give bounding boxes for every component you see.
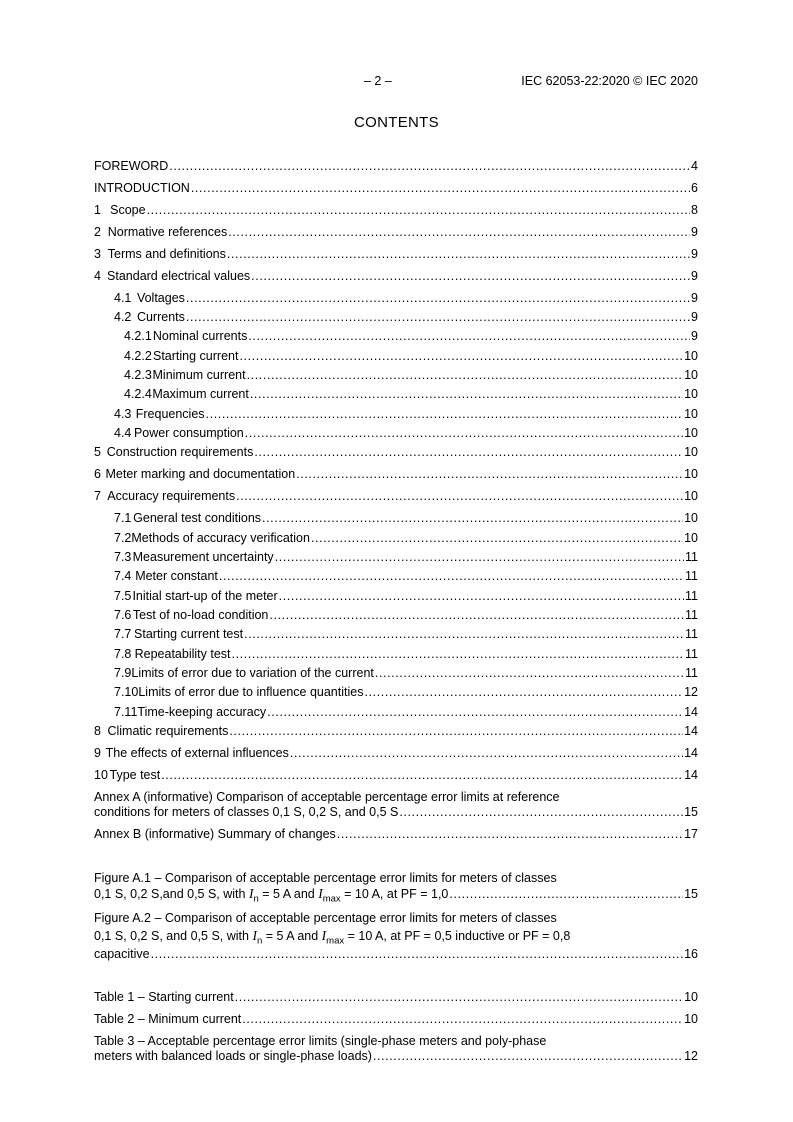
section-title: Time-keeping accuracy	[137, 705, 267, 719]
toc-entry[interactable]	[94, 511, 698, 526]
toc-entry[interactable]	[94, 589, 698, 604]
leader-dots	[244, 627, 684, 642]
leader-dots	[245, 426, 683, 441]
page-ref: 11	[685, 666, 698, 680]
toc-entry[interactable]	[94, 608, 698, 623]
page-ref: 15	[684, 805, 698, 819]
section-number: 7.6	[114, 608, 132, 622]
section-title: Minimum current	[152, 368, 246, 382]
page-ref: 14	[684, 746, 698, 760]
section-number: 4.2.4	[124, 387, 152, 401]
section-title: Currents	[136, 310, 185, 324]
page-ref: 10	[684, 407, 698, 421]
section-title: FOREWORD	[94, 159, 169, 173]
section-title: Repeatability test	[134, 647, 231, 661]
section-number: 4.1	[114, 291, 132, 305]
section-number: 7.7	[114, 627, 132, 641]
section-number: 4.2	[114, 310, 132, 324]
section-title: Power consumption	[133, 426, 244, 440]
section-title: Accuracy requirements	[107, 489, 236, 503]
page-ref: 10	[684, 445, 698, 459]
section-title: Methods of accuracy verification	[131, 531, 310, 545]
page-ref: 9	[691, 225, 698, 239]
toc-entry[interactable]	[94, 569, 698, 584]
leader-dots	[399, 805, 683, 820]
section-number: 4.4	[114, 426, 132, 440]
page-ref: 10	[684, 489, 698, 503]
leader-dots	[186, 291, 690, 306]
toc-entry[interactable]	[94, 329, 698, 344]
page-ref: 9	[691, 269, 698, 283]
leader-dots	[191, 181, 690, 196]
page-ref: 8	[691, 203, 698, 217]
page-ref: 14	[684, 768, 698, 782]
page-ref: 10	[684, 531, 698, 545]
toc-entry[interactable]	[94, 225, 698, 240]
section-title: Scope	[110, 203, 146, 217]
toc-entry[interactable]	[94, 407, 698, 422]
toc-entry[interactable]	[94, 310, 698, 325]
page-ref: 11	[685, 550, 698, 564]
toc-entry-table-3[interactable]	[94, 1034, 698, 1064]
section-number: 7.1	[114, 511, 132, 525]
figure-a2-line2: 0,1 S, 0,2 S, and 0,5 S, with $I_n = 5$ A and $I_{max} = 10$ A, at PF = 0,5 inductive or PF = 0,8	[94, 928, 571, 947]
figure-a1-line2: 0,1 S, 0,2 S,and 0,5 S, with $I_n = 5$ A and $I_{max} = 10$ A, at PF = 1,0	[94, 886, 449, 905]
section-number: 3	[94, 247, 101, 261]
annex-a-line2: conditions for meters of classes 0,1 S, 0,2 S, and 0,5 S	[94, 805, 399, 819]
leader-dots	[161, 768, 683, 783]
page-ref: 16	[684, 947, 698, 961]
toc-entry-table-2[interactable]	[94, 1012, 698, 1027]
toc-entry[interactable]	[94, 368, 698, 383]
page-ref: 9	[691, 329, 698, 343]
section-title: General test conditions	[133, 511, 262, 525]
toc-entry-annex-a[interactable]	[94, 790, 698, 820]
toc-entry[interactable]	[94, 349, 698, 364]
figure-a2-line1: Figure A.2 – Comparison of acceptable percentage error limits for meters of classes	[94, 911, 557, 925]
leader-dots	[267, 705, 683, 720]
section-title: Nominal currents	[152, 329, 248, 343]
leader-dots	[219, 569, 684, 584]
leader-dots	[236, 489, 683, 504]
page-number: – 2 –	[364, 74, 392, 88]
page-ref: 10	[684, 368, 698, 382]
page-ref: 14	[684, 724, 698, 738]
section-number: 10	[94, 768, 108, 782]
section-title: Terms and definitions	[107, 247, 226, 261]
leader-dots	[250, 387, 683, 402]
page-ref: 11	[685, 647, 698, 661]
page-ref: 11	[685, 608, 698, 622]
page-ref: 10	[684, 426, 698, 440]
section-number: 7.5	[114, 589, 132, 603]
leader-dots	[239, 349, 683, 364]
page-ref: 12	[684, 1049, 698, 1063]
toc-entry[interactable]	[94, 746, 698, 761]
toc-entry-annex-b[interactable]	[94, 827, 698, 842]
toc-entry[interactable]	[94, 291, 698, 306]
table-3-line2: meters with balanced loads or single-phase loads)	[94, 1049, 372, 1063]
toc-entry[interactable]	[94, 159, 698, 174]
section-number: 7.10	[114, 685, 139, 699]
page-ref: 9	[691, 291, 698, 305]
page-ref: 4	[691, 159, 698, 173]
page-ref: 10	[684, 387, 698, 401]
toc-entry[interactable]	[94, 489, 698, 504]
section-title: Measurement uncertainty	[132, 550, 274, 564]
section-number: 2	[94, 225, 101, 239]
annex-a-line1: Annex A (informative) Comparison of acceptable percentage error limits at reference	[94, 790, 560, 804]
section-number: 7.2	[114, 531, 132, 545]
section-number: 7.3	[114, 550, 132, 564]
section-title: Limits of error due to variation of the current	[131, 666, 374, 680]
leader-dots	[151, 947, 684, 962]
section-number: 9	[94, 746, 101, 760]
annex-b-title: Annex B (informative) Summary of changes	[94, 827, 336, 841]
table-1-title: Table 1 – Starting current	[94, 990, 234, 1004]
toc-entry[interactable]	[94, 724, 698, 739]
section-title: Standard electrical values	[107, 269, 251, 283]
leader-dots	[206, 407, 684, 422]
table-2-title: Table 2 – Minimum current	[94, 1012, 242, 1026]
toc-entry[interactable]	[94, 550, 698, 565]
figure-a2-line3: capacitive	[94, 947, 150, 961]
leader-dots	[232, 647, 685, 662]
section-number: 6	[94, 467, 101, 481]
page-ref: 9	[691, 247, 698, 261]
leader-dots	[228, 225, 690, 240]
leader-dots	[262, 511, 683, 526]
section-number: 7	[94, 489, 101, 503]
toc-entry[interactable]	[94, 666, 698, 681]
section-number: 8	[94, 724, 101, 738]
page-ref: 10	[684, 511, 698, 525]
page-header	[94, 74, 698, 92]
toc-entry[interactable]	[94, 467, 698, 482]
leader-dots	[375, 666, 684, 681]
section-title: Limits of error due to influence quantities	[138, 685, 364, 699]
page-ref: 10	[684, 990, 698, 1004]
leader-dots	[242, 1012, 683, 1027]
page-ref: 11	[685, 627, 698, 641]
document-reference: IEC 62053-22:2020 © IEC 2020	[521, 74, 698, 88]
page-ref: 17	[684, 827, 698, 841]
page-ref: 10	[684, 467, 698, 481]
leader-dots	[311, 531, 683, 546]
section-title: Frequencies	[135, 407, 205, 421]
leader-dots	[227, 247, 690, 262]
leader-dots	[251, 269, 690, 284]
section-title: INTRODUCTION	[94, 181, 190, 195]
leader-dots	[290, 746, 683, 761]
section-title: Meter marking and documentation	[105, 467, 296, 481]
section-title: Initial start-up of the meter	[132, 589, 278, 603]
section-title: Maximum current	[152, 387, 249, 401]
toc-entry[interactable]	[94, 247, 698, 262]
page-ref: 14	[684, 705, 698, 719]
toc-entry[interactable]	[94, 647, 698, 662]
section-number: 4.2.2	[124, 349, 152, 363]
leader-dots	[147, 203, 690, 218]
section-number: 7.11	[114, 705, 138, 719]
toc-entry[interactable]	[94, 426, 698, 441]
toc-entry-figure-a2[interactable]	[94, 911, 698, 961]
leader-dots	[247, 368, 684, 383]
leader-dots	[275, 550, 684, 565]
page-ref: 10	[684, 1012, 698, 1026]
toc-entry[interactable]	[94, 203, 698, 218]
leader-dots	[373, 1049, 683, 1064]
section-title: Voltages	[136, 291, 185, 305]
section-title: Normative references	[107, 225, 228, 239]
leader-dots	[235, 990, 683, 1005]
page-ref: 6	[691, 181, 698, 195]
leader-dots	[364, 685, 683, 700]
section-title: Construction requirements	[106, 445, 254, 459]
toc-entry[interactable]	[94, 627, 698, 642]
section-number: 4.2.3	[124, 368, 152, 382]
leader-dots	[248, 329, 690, 344]
page-ref: 12	[684, 685, 698, 699]
section-number: 7.4	[114, 569, 132, 583]
toc-entry-table-1[interactable]	[94, 990, 698, 1005]
section-title: Starting current	[152, 349, 239, 363]
leader-dots	[279, 589, 684, 604]
page-ref: 15	[684, 887, 698, 901]
leader-dots	[337, 827, 683, 842]
leader-dots	[296, 467, 683, 482]
toc-entry[interactable]	[94, 768, 698, 783]
figure-a1-line1: Figure A.1 – Comparison of acceptable percentage error limits for meters of classes	[94, 871, 557, 885]
table-3-line1: Table 3 – Acceptable percentage error limits (single-phase meters and poly-phase	[94, 1034, 547, 1048]
section-title: Test of no-load condition	[132, 608, 269, 622]
toc-entry[interactable]	[94, 445, 698, 460]
leader-dots	[186, 310, 690, 325]
toc-entry[interactable]	[94, 531, 698, 546]
toc-entry[interactable]	[94, 269, 698, 284]
section-number: 4.3	[114, 407, 132, 421]
leader-dots	[169, 159, 690, 174]
page-ref: 9	[691, 310, 698, 324]
section-number: 5	[94, 445, 101, 459]
section-number: 7.8	[114, 647, 132, 661]
section-number: 4	[94, 269, 101, 283]
page-ref: 11	[685, 569, 698, 583]
leader-dots	[269, 608, 684, 623]
page-title: CONTENTS	[354, 114, 439, 131]
toc-entry[interactable]	[94, 705, 698, 720]
toc-entry[interactable]	[94, 685, 698, 700]
leader-dots	[449, 887, 683, 902]
toc-entry[interactable]	[94, 387, 698, 402]
section-title: Meter constant	[135, 569, 218, 583]
section-title: Type test	[109, 768, 161, 782]
toc-entry-figure-a1[interactable]	[94, 871, 698, 905]
toc-entry[interactable]	[94, 181, 698, 196]
section-title: Starting current test	[134, 627, 244, 641]
section-number: 7.9	[114, 666, 132, 680]
leader-dots	[229, 724, 683, 739]
page-ref: 10	[684, 349, 698, 363]
section-title: Climatic requirements	[107, 724, 229, 738]
section-number: 1	[94, 203, 101, 217]
section-number: 4.2.1	[124, 329, 152, 343]
leader-dots	[254, 445, 683, 460]
page-ref: 11	[685, 589, 698, 603]
section-title: The effects of external influences	[105, 746, 289, 760]
